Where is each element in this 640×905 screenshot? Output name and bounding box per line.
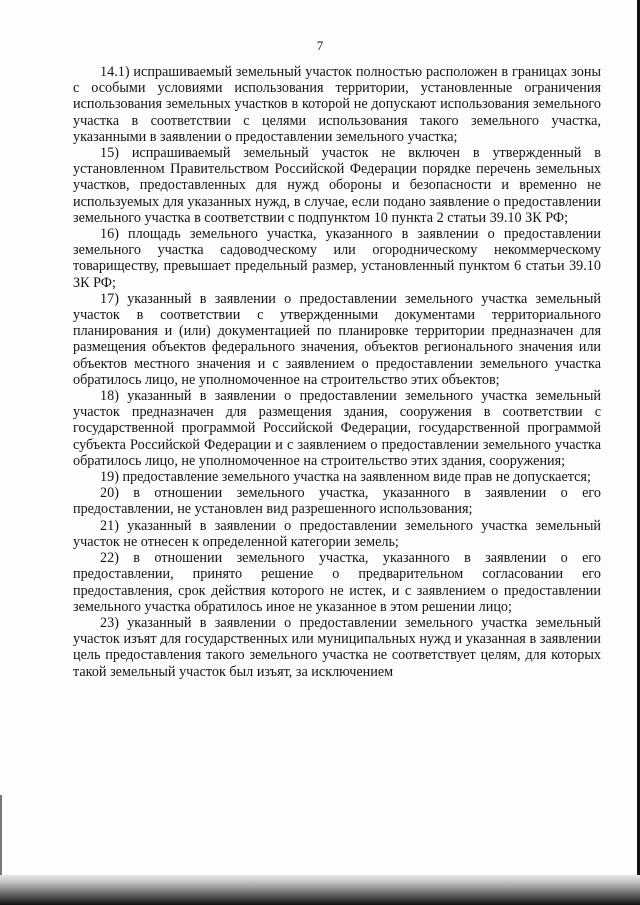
scan-edge-bottom (0, 875, 640, 905)
paragraph-22: 22) в отношении земельного участка, указанного в заявлении о его предоставлении, принято решение о предварительном согласовании его предоставления, срок действия которого не истек, и с заявлением о предоставлении земельного участка обратилось иное не указанное в этом решении лицо; (73, 550, 601, 615)
paragraph-18: 18) указанный в заявлении о предоставлении земельного участка земельный участок предназначен для размещения здания, сооружения в соответствии с государственной программой Российской Федерации, государственной программой субъекта Российской Федерации и с заявлением о предоставлении земельного участка обратилось лицо, не уполномоченное на строительство этих здания, сооружения; (73, 388, 601, 469)
paragraph-14-1: 14.1) испрашиваемый земельный участок полностью расположен в границах зоны с особыми условиями использования территории, установленные ограничения использования земельных участков в которой не допускают использования земельного участка в соответствии с целями использования такого земельного участка, указанными в заявлении о предоставлении земельного участка; (73, 64, 601, 145)
paragraph-23: 23) указанный в заявлении о предоставлении земельного участка земельный участок изъят для государственных или муниципальных нужд и указанная в заявлении цель предоставления такого земельного участка не соответствует целям, для которых такой земельный участок был изъят, за исключением (73, 614, 601, 680)
paragraph-19: 19) предоставление земельного участка на заявленном виде прав не допускается; (100, 469, 591, 486)
page-number: 7 (316, 38, 324, 53)
paragraph-21: 21) указанный в заявлении о предоставлении земельного участка земельный участок не отнесен к определенной категории земель; (73, 517, 601, 550)
paragraph-17: 17) указанный в заявлении о предоставлении земельного участка земельный участок в соответствии с утвержденными документами территориального планирования и (или) документацией по планировке территории предназначен для размещения объектов федерального значения, объектов регионального значения или объектов местного значения и с заявлением о предоставлении земельного участка обратилось лицо, не уполномоченное на строительство этих объектов; (73, 290, 601, 388)
scan-edge-left (0, 795, 2, 875)
paragraph-20: 20) в отношении земельного участка, указанного в заявлении о его предоставлении, не установлен вид разрешенного использования; (73, 485, 601, 518)
paragraph-16: 16) площадь земельного участка, указанного в заявлении о предоставлении земельного участка садоводческому или огородническому некоммерческому товариществу, превышает предельный размер, установленный пунктом 6 статьи 39.10 ЗК РФ; (73, 226, 601, 291)
paragraph-15: 15) испрашиваемый земельный участок не включен в утвержденный в установленном Правительством Российской Федерации порядке перечень земельных участков, предоставленных для нужд обороны и безопасности и временно не используемых для указанных нужд, в случае, если подано заявление о предоставлении земельного участка в соответствии с подпунктом 10 пункта 2 статьи 39.10 ЗК РФ; (73, 145, 601, 226)
document-body (73, 64, 601, 680)
